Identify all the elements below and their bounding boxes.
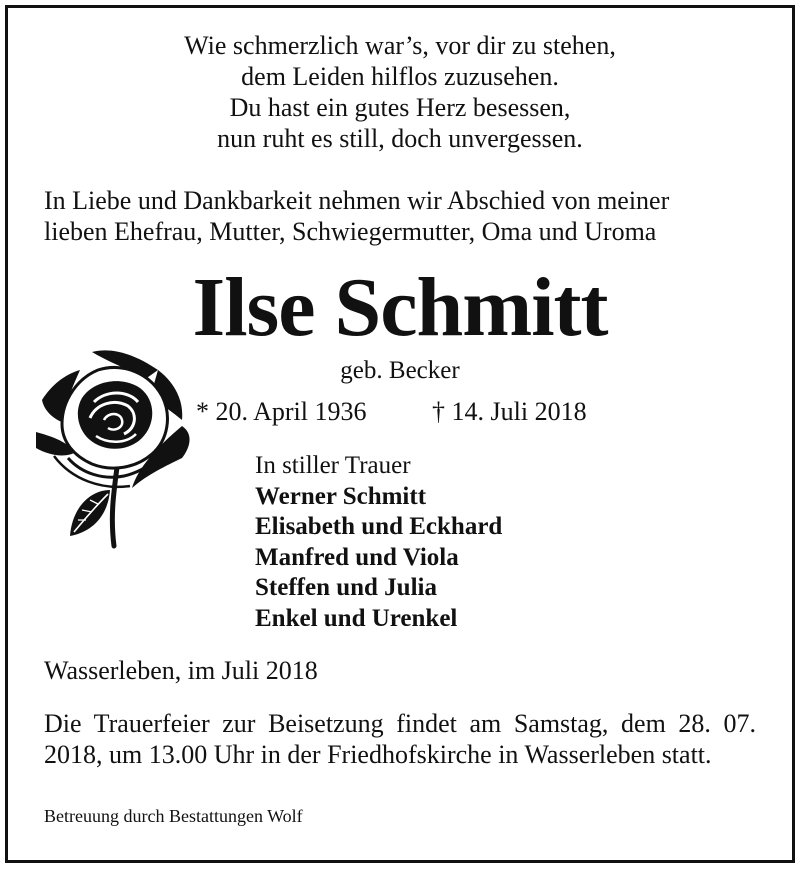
maiden-name: geb. Becker (340, 357, 460, 384)
intro-text (44, 185, 760, 247)
undertaker-credit: Betreuung durch Bestattungen Wolf (44, 806, 303, 826)
funeral-service-info: Die Trauerfeier zur Beisetzung findet am Samstag, dem 28. 07. 2018, um 13.00 Uhr in der Friedhofskirche in Wasserleben statt. (44, 709, 756, 769)
mourners-heading: In stiller Trauer (255, 452, 411, 479)
mourner-name: Werner Schmitt (255, 482, 427, 510)
poem (0, 30, 800, 154)
mourner-name: Enkel und Urenkel (255, 604, 458, 632)
deceased-name: Ilse Schmitt (192, 261, 608, 354)
death-date: † 14. Juli 2018 (432, 397, 587, 426)
mourners-list (255, 451, 502, 634)
mourner-name: Steffen und Julia (255, 574, 437, 601)
poem-line: Du hast ein gutes Herz besessen, (229, 93, 571, 122)
birth-date: * 20. April 1936 (196, 397, 367, 426)
intro-line: In Liebe und Dankbarkeit nehmen wir Abschied von meiner (44, 186, 670, 215)
poem-line: dem Leiden hilflos zuzusehen. (241, 62, 559, 91)
intro-line: lieben Ehefrau, Mutter, Schwiegermutter, Oma und Uroma (44, 217, 657, 246)
poem-line: Wie schmerzlich war’s, vor dir zu stehen, (184, 31, 616, 60)
poem-line: nun ruht es still, doch unvergessen. (217, 124, 583, 153)
mourner-name: Elisabeth und Eckhard (255, 513, 503, 540)
place-and-date: Wasserleben, im Juli 2018 (44, 656, 318, 685)
mourner-name: Manfred und Viola (255, 543, 459, 571)
rose-icon (32, 340, 194, 552)
